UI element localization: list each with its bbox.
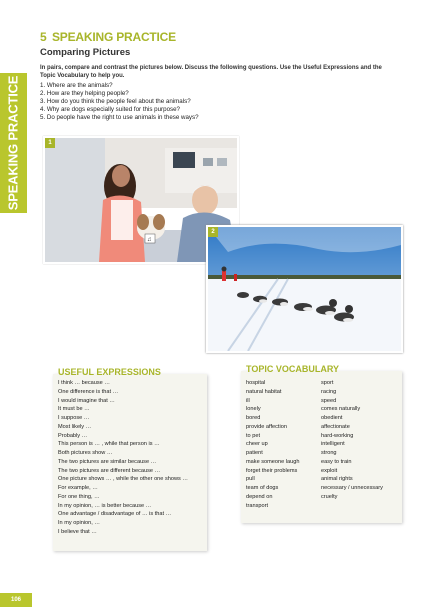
list-item: ill <box>246 397 250 404</box>
list-item: In my opinion, … is better because … <box>58 502 152 509</box>
list-item: make someone laugh <box>246 458 300 465</box>
list-item: In my opinion, … <box>58 520 100 526</box>
question-item: 1. Where are the animals? <box>40 82 113 89</box>
list-item: I believe that … <box>58 528 97 535</box>
list-item: obedient <box>321 415 343 421</box>
list-item: cruelty <box>321 493 338 500</box>
question-item: 5. Do people have the right to use animals in these ways? <box>40 114 199 122</box>
list-item: racing <box>321 388 337 395</box>
picture-2 <box>206 225 403 353</box>
list-item: patient <box>246 450 263 456</box>
useful-expressions-title: USEFUL EXPRESSIONS <box>58 367 161 377</box>
list-item: This person is … , while that person is … <box>58 441 160 448</box>
list-item: bored <box>246 415 261 421</box>
list-item: strong <box>321 450 337 456</box>
section-subtitle: Comparing Pictures <box>40 47 131 58</box>
list-item: The two pictures are similar because … <box>58 458 157 465</box>
list-item: intelligent <box>321 441 345 448</box>
list-item: Most likely … <box>58 423 92 430</box>
question-item: 3. How do you think the people feel about the animals? <box>40 98 191 106</box>
section-number: 5 <box>40 30 47 44</box>
svg-text:♫: ♫ <box>147 237 152 243</box>
list-item: speed <box>321 397 337 404</box>
list-item: One advantage / disadvantage of … is that … <box>58 511 172 518</box>
list-item: necessary / unnecessary <box>321 485 383 491</box>
list-item: For one thing, … <box>58 493 100 500</box>
sidebar-label: SPEAKING PRACTICE <box>5 75 21 211</box>
list-item: I would imagine that … <box>58 397 115 404</box>
list-item: provide affection <box>246 423 287 430</box>
list-item: forget their problems <box>246 467 298 474</box>
list-item: easy to train <box>321 458 352 465</box>
list-item: pull <box>246 476 255 483</box>
list-item: to pet <box>246 432 260 439</box>
list-item: depend on <box>246 493 273 500</box>
list-item: lonely <box>246 406 261 413</box>
list-item: I think … because … <box>58 380 110 386</box>
vocabulary-column-2 <box>321 379 383 502</box>
list-item: exploit <box>321 467 338 474</box>
list-item: The two pictures are different because … <box>58 467 161 474</box>
vocabulary-column-1 <box>246 379 300 510</box>
section-title: SPEAKING PRACTICE <box>52 30 176 44</box>
list-item: One picture shows … , while the other one shows … <box>58 476 188 483</box>
list-item: hard-working <box>321 432 354 439</box>
sled-dogs-photo <box>208 227 401 351</box>
list-item: I suppose … <box>58 415 90 421</box>
list-item: It must be … <box>58 406 90 413</box>
useful-expressions-list <box>58 379 188 537</box>
picture-2-label: 2 <box>208 227 218 237</box>
question-item: 2. How are they helping people? <box>40 90 129 98</box>
instructions: In pairs, compare and contrast the pictures below. Discuss the following questions. Use the Useful Expressions and the Topic Vocabulary to help you. <box>40 65 382 79</box>
list-item: natural habitat <box>246 388 282 395</box>
list-item: One difference is that … <box>58 388 119 395</box>
list-item: Probably … <box>58 432 88 439</box>
list-item: affectionate <box>321 423 350 430</box>
page-number: 106 <box>0 593 32 607</box>
list-item: comes naturally <box>321 406 361 413</box>
list-item: Both pictures show … <box>58 450 113 456</box>
question-item: 4. Why are dogs especially suited for this purpose? <box>40 106 180 114</box>
list-item: hospital <box>246 380 266 386</box>
question-list <box>40 82 199 122</box>
picture-1-label: 1 <box>45 138 55 148</box>
list-item: team of dogs <box>246 485 279 491</box>
list-item: For example, … <box>58 485 98 491</box>
list-item: sport <box>321 380 334 386</box>
list-item: animal rights <box>321 476 353 483</box>
topic-vocabulary-title: TOPIC VOCABULARY <box>246 364 340 374</box>
list-item: transport <box>246 502 269 509</box>
list-item: cheer up <box>246 441 268 448</box>
